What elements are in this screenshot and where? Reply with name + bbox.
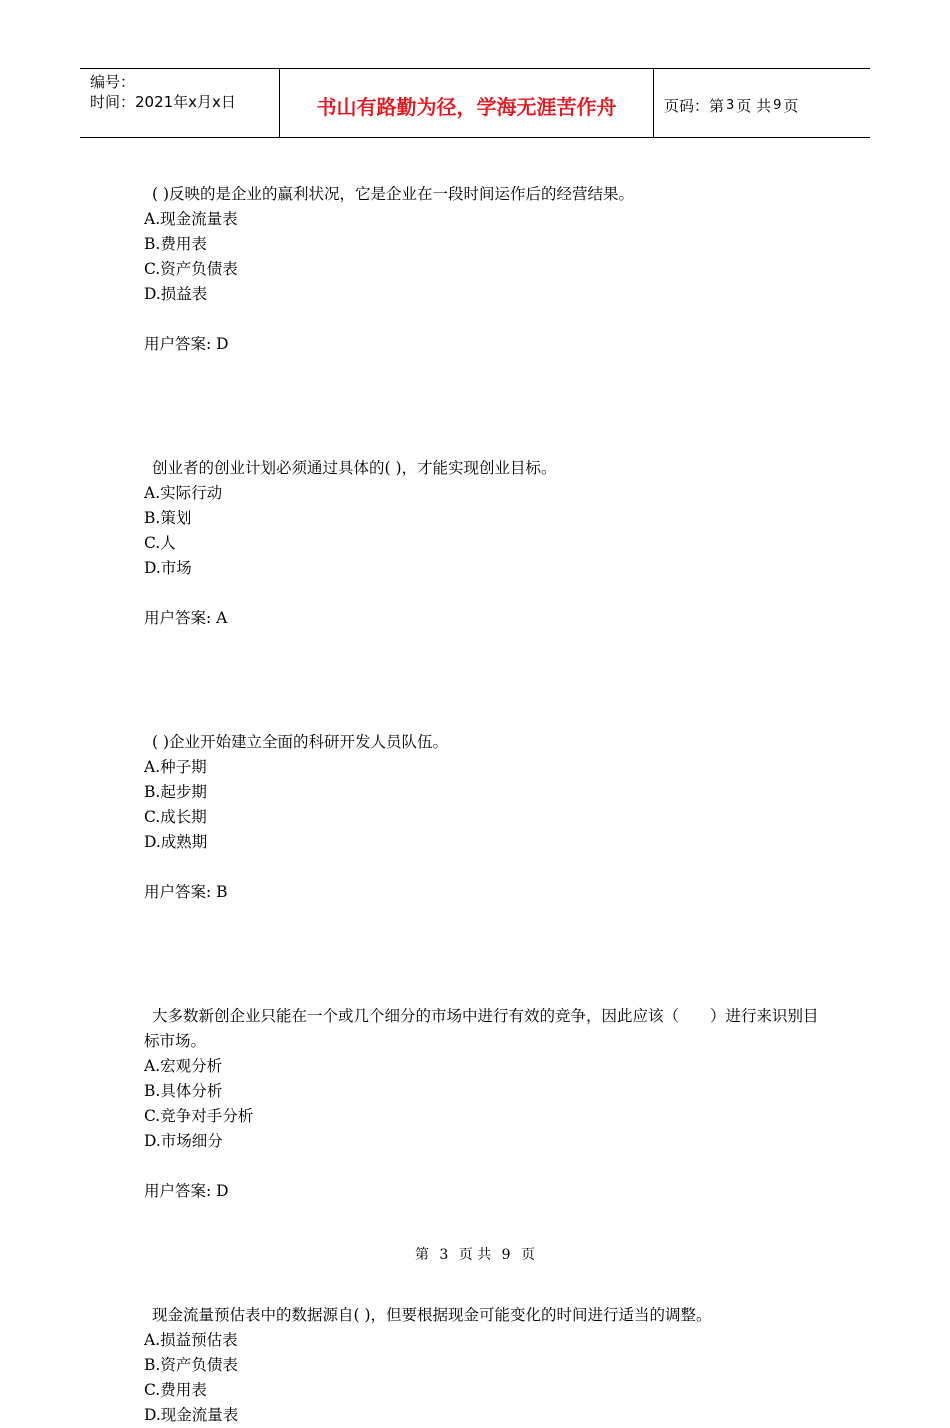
option-a: A.种子期: [144, 758, 207, 776]
footer-page-suffix: 页: [521, 1247, 536, 1263]
option-c: C.人: [144, 534, 176, 552]
document-number-label: 编号：: [90, 73, 136, 91]
option-a: A.现金流量表: [144, 210, 238, 228]
question-list: [144, 182, 824, 1428]
option-a: A.实际行动: [144, 484, 223, 502]
spacer: [144, 307, 824, 332]
option-b: B.资产负债表: [144, 1356, 238, 1374]
header-motto: 书山有路勤为径，学海无涯苦作舟: [280, 69, 654, 137]
header-page-mid: 页 共: [736, 96, 772, 115]
question-text: 大多数新创企业只能在一个或几个细分的市场中进行有效的竞争，因此应该（ ）进行来识别目标市场。: [144, 1007, 819, 1050]
option-b: B.费用表: [144, 235, 207, 253]
user-answer: 用户答案: B: [144, 883, 228, 901]
header-page-indicator: [654, 69, 870, 137]
option-c: C.竞争对手分析: [144, 1107, 254, 1125]
option-d: D.市场: [144, 559, 192, 577]
document-time-label: 时间：2021年x月x日: [90, 93, 236, 111]
footer-page-total: 9: [501, 1247, 511, 1263]
question-text: 创业者的创业计划必须通过具体的( )，才能实现创业目标。: [152, 459, 557, 477]
option-b: B.具体分析: [144, 1082, 223, 1100]
question-item: [144, 182, 824, 357]
spacer: [144, 855, 824, 880]
option-d: D.市场细分: [144, 1132, 223, 1150]
page-footer: [0, 1244, 950, 1264]
option-c: C.费用表: [144, 1381, 207, 1399]
option-b: B.策划: [144, 509, 192, 527]
question-text: ( )企业开始建立全面的科研开发人员队伍。: [152, 733, 449, 751]
option-d: D.成熟期: [144, 833, 208, 851]
page-header: [80, 68, 870, 138]
header-page-current: 3: [726, 97, 735, 113]
header-page-suffix: 页: [783, 96, 799, 115]
footer-page-current: 3: [439, 1247, 449, 1263]
header-page-total: 9: [773, 97, 782, 113]
user-answer: 用户答案: D: [144, 1182, 229, 1200]
header-page-prefix: 页码：第: [664, 96, 725, 115]
option-b: B.起步期: [144, 783, 207, 801]
option-d: D.损益表: [144, 285, 208, 303]
header-meta: [80, 69, 280, 137]
question-text: 现金流量预估表中的数据源自( )，但要根据现金可能变化的时间进行适当的调整。: [152, 1306, 712, 1324]
question-item: [144, 730, 824, 905]
option-c: C.成长期: [144, 808, 207, 826]
user-answer: 用户答案: D: [144, 335, 229, 353]
question-text: ( )反映的是企业的赢利状况，它是企业在一段时间运作后的经营结果。: [152, 185, 635, 203]
question-item: [144, 1303, 824, 1428]
spacer: [144, 581, 824, 606]
footer-page-mid: 页 共: [458, 1247, 492, 1263]
option-a: A.损益预估表: [144, 1331, 238, 1349]
option-c: C.资产负债表: [144, 260, 238, 278]
question-item: [144, 1004, 824, 1204]
spacer: [144, 1154, 824, 1179]
user-answer: 用户答案: A: [144, 609, 228, 627]
question-item: [144, 456, 824, 631]
option-a: A.宏观分析: [144, 1057, 223, 1075]
option-d: D.现金流量表: [144, 1406, 239, 1424]
footer-page-prefix: 第: [414, 1247, 429, 1263]
